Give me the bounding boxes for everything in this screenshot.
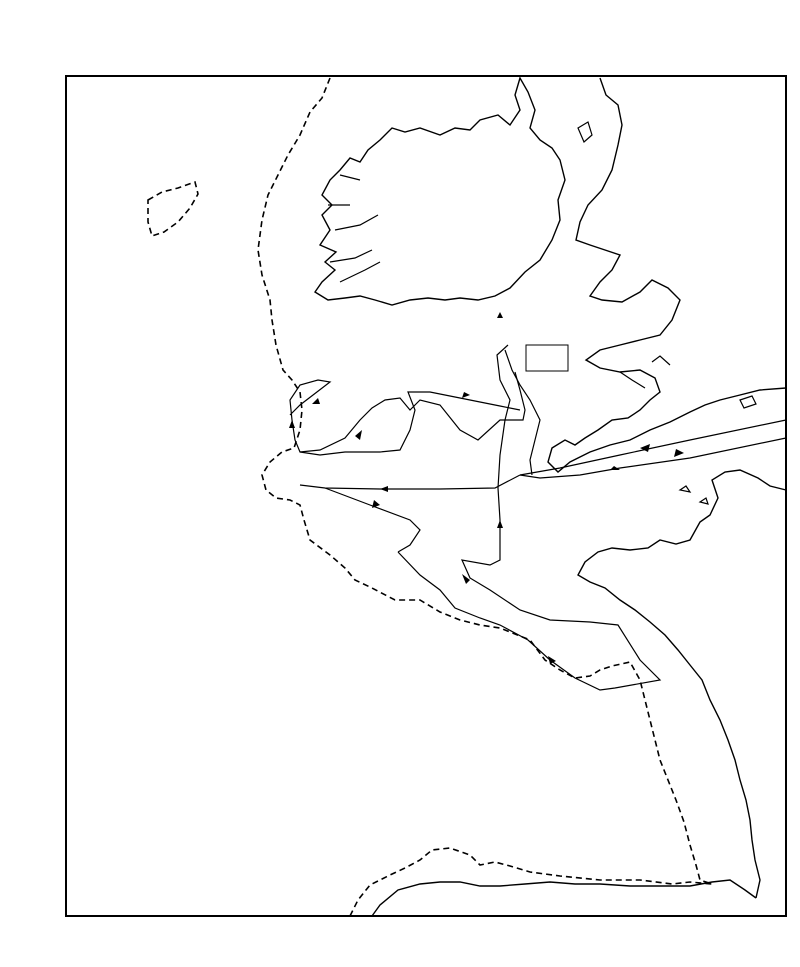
france-coastline [578, 470, 786, 898]
ireland-inlets [328, 175, 380, 282]
track-49-30 [300, 475, 520, 489]
isle-of-wight [740, 396, 756, 408]
cruise-track [290, 345, 786, 690]
britain-coastline [548, 78, 786, 472]
track-celtic-sea [290, 372, 525, 452]
legend-spacer [115, 672, 151, 690]
map-frame [66, 76, 786, 916]
track-west [300, 392, 520, 455]
rockall-bank-dashed-line [148, 182, 198, 236]
spain-coastline [372, 880, 756, 916]
track-biscay [398, 345, 660, 690]
stations-box [526, 345, 568, 371]
ireland-coastline [315, 78, 565, 305]
stations-box-frame [526, 345, 568, 371]
biscay-shelf-dashed-line [350, 848, 712, 916]
track-south [325, 488, 420, 552]
legend [115, 672, 151, 690]
isle-of-man [578, 122, 592, 142]
channel-islands [680, 486, 708, 504]
